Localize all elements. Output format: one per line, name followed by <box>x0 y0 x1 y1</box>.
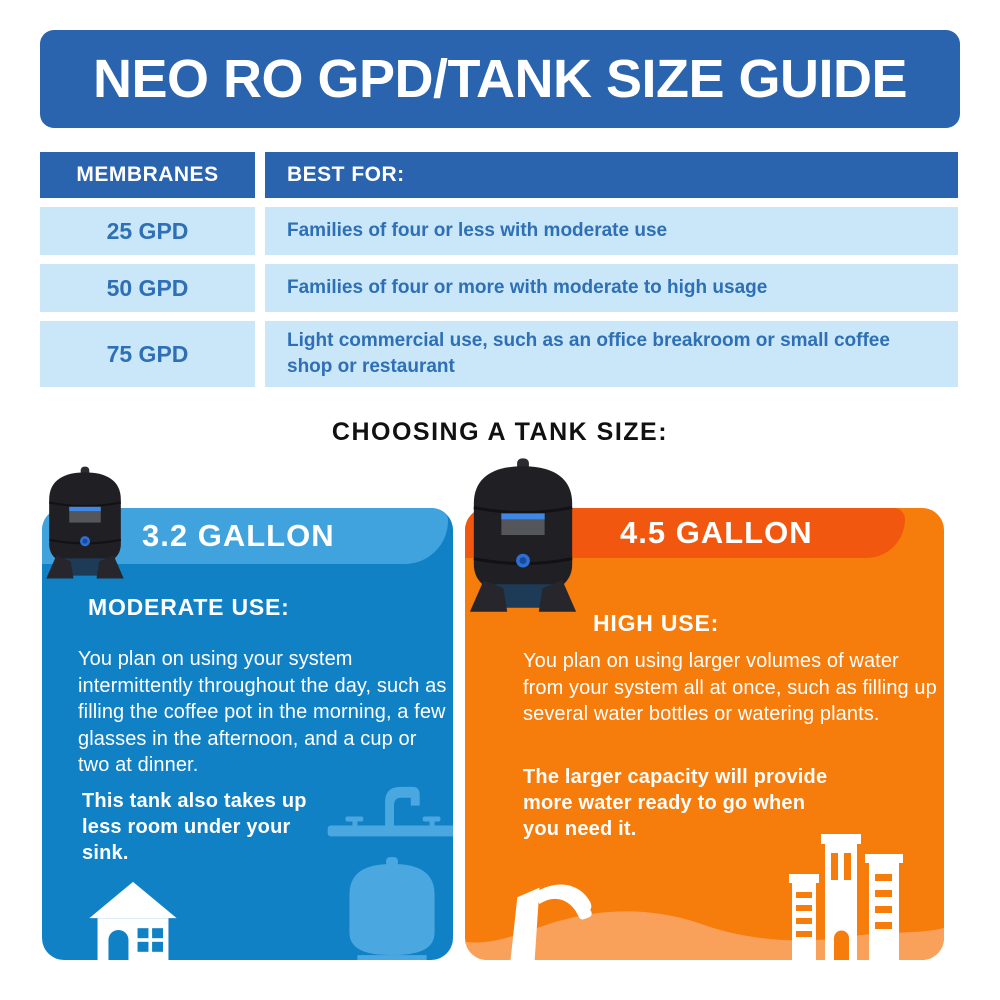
section-heading: CHOOSING A TANK SIZE: <box>331 418 669 446</box>
use-description: You plan on using larger volumes of water from your system all at once, such as filling up several water bottles or watering plants. <box>523 650 937 726</box>
membranes-table <box>40 152 958 387</box>
table-row-best-for: Families of four or less with moderate use <box>265 207 958 255</box>
page-title: NEO RO GPD/TANK SIZE GUIDE <box>92 49 908 109</box>
table-row-membrane: 25 GPD <box>40 207 255 255</box>
ro-pressure-tank-icon <box>42 466 128 582</box>
title-banner <box>40 30 960 128</box>
table-row-best-for: Light commercial use, such as an office breakroom or small coffee shop or restaurant <box>265 321 958 387</box>
city-buildings-icon <box>787 834 907 960</box>
tank-note: This tank also takes up less room under your sink. <box>82 790 307 864</box>
table-row-membrane: 75 GPD <box>40 321 255 387</box>
faucet-icon <box>503 878 603 960</box>
size-label: 4.5 GALLON <box>620 515 813 550</box>
table-header-best-for: BEST FOR: <box>265 152 958 198</box>
table-row-membrane: 50 GPD <box>40 264 255 312</box>
use-heading: MODERATE USE: <box>88 594 290 620</box>
tank-size-cards <box>42 508 944 962</box>
ro-pressure-tank-icon <box>464 454 582 620</box>
sink-faucet-and-tank-icon <box>321 774 453 960</box>
use-description: You plan on using your system intermittently throughout the day, such as filling the coffee pot in the morning, a few glasses in the afternoon, and a cup or two at dinner. <box>78 648 447 777</box>
table-row-best-for: Families of four or more with moderate to high usage <box>265 264 958 312</box>
table-header-membranes: MEMBRANES <box>40 152 255 198</box>
use-heading: HIGH USE: <box>593 610 720 636</box>
size-label: 3.2 GALLON <box>142 518 335 553</box>
house-icon <box>86 880 180 960</box>
tank-note: The larger capacity will provide more water ready to go when you need it. <box>523 766 828 840</box>
